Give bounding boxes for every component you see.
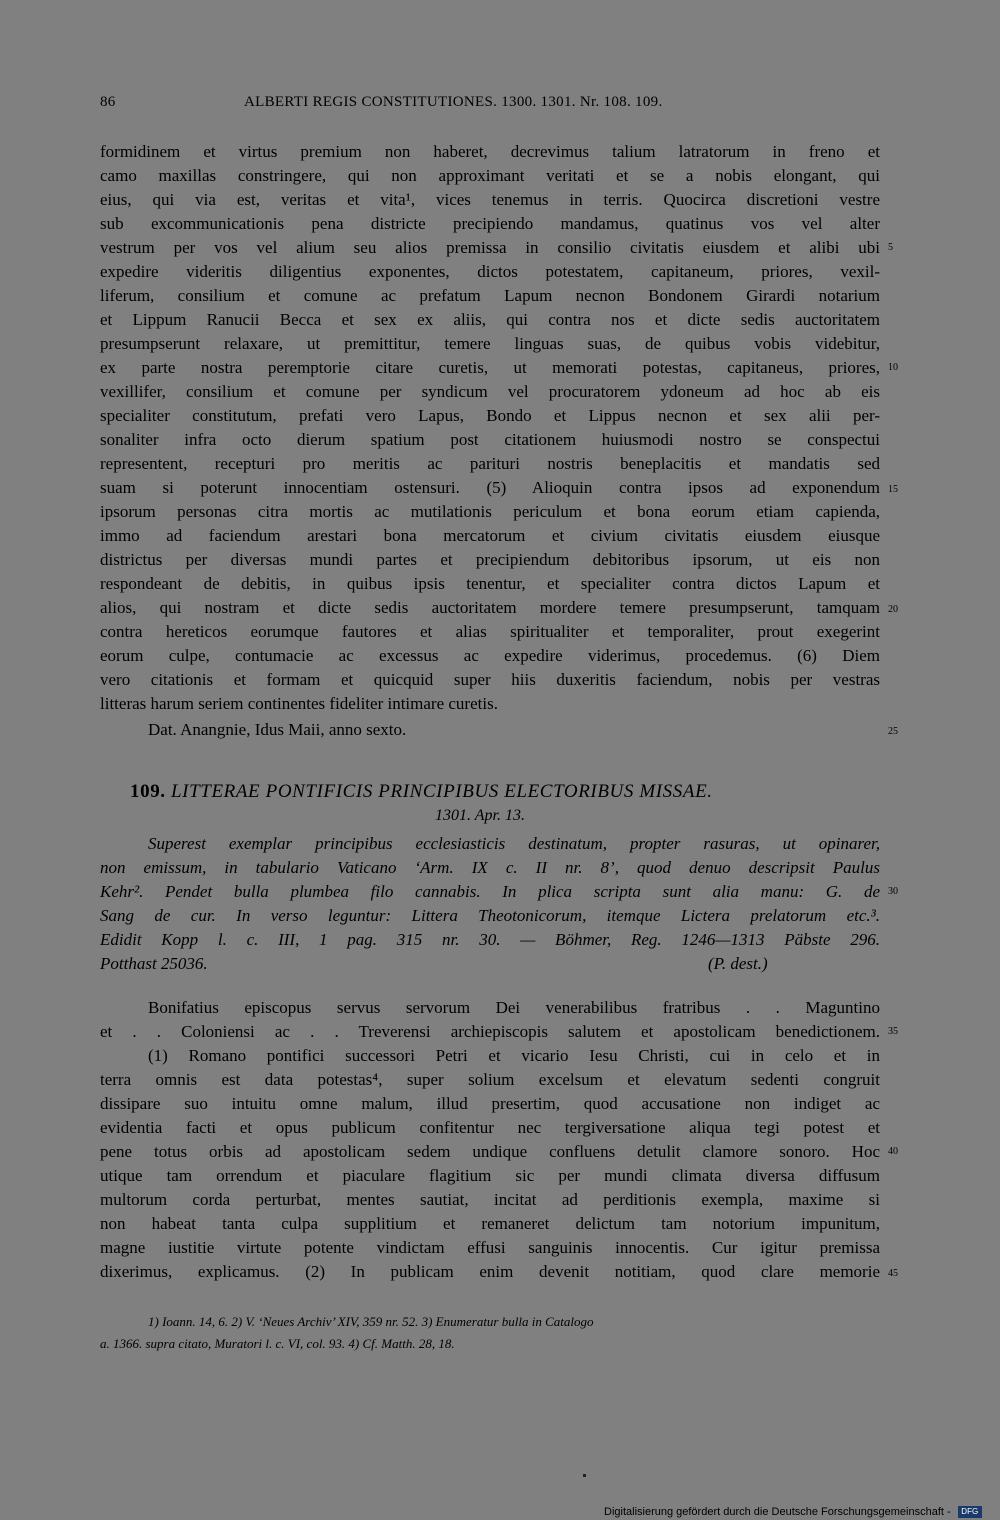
text-line: vestrum per vos vel alium seu alios premissa in consilio civitatis eiusdem et alibi ubi (100, 238, 880, 257)
text-line: sub excommunicationis pena districte precipiendo mandamus, quatinus vos vel alter (100, 214, 880, 233)
text-line: formidinem et virtus premium non haberet, decrevimus talium latratorum in freno et (100, 142, 880, 161)
line-number: 40 (888, 1146, 898, 1157)
text-line: sonaliter infra octo dierum spatium post citationem huiusmodi nostro se conspectui (100, 430, 880, 449)
note-line: Potthast 25036. (100, 954, 208, 973)
line-number: 10 (888, 362, 898, 373)
text-line: respondeant de debitis, in quibus ipsis tenentur, et specialiter contra dictos Lapum et (100, 574, 880, 593)
digitization-credit (604, 1504, 990, 1520)
document-date: 1301. Apr. 13. (435, 807, 525, 824)
line-number: 15 (888, 484, 898, 495)
text-line: districtus per diversas mundi partes et precipiendum debitoribus ipsorum, ut eis non (100, 550, 880, 569)
text-line: camo maxillas constringere, qui non approximant veritati et se a nobis elongant, qui (100, 166, 880, 185)
line-number: 30 (888, 886, 898, 897)
text-line: multorum corda perturbat, mentes sautiat, incitat ad perditionis exempla, maxime si (100, 1190, 880, 1209)
credit-text: Digitalisierung gefördert durch die Deutsche Forschungsgemeinschaft - (604, 1506, 951, 1518)
dating-clause: Dat. Anangnie, Idus Maii, anno sexto. (148, 720, 407, 739)
footnote-line: a. 1366. supra citato, Muratori l. c. VI, col. 93. 4) Cf. Matth. 28, 18. (100, 1336, 455, 1351)
note-line: Kehr². Pendet bulla plumbea filo cannabis. In plica scripta sunt alia manu: G. de (100, 882, 880, 901)
footnote-line: 1) Ioann. 14, 6. 2) V. ‘Neues Archiv’ XIV, 359 nr. 52. 3) Enumeratur bulla in Catalogo (148, 1314, 594, 1329)
page-number: 86 (100, 94, 116, 110)
line-number: 5 (888, 242, 893, 253)
text-line: suam si poterunt innocentiam ostensuri. (5) Alioquin contra ipsos ad exponendum (100, 478, 880, 497)
text-line: liferum, consilium et comune ac prefatum Lapum necnon Bondonem Girardi notarium (100, 286, 880, 305)
scan-mark (583, 1474, 586, 1477)
text-line: magne iustitie virtute potente vindictam effusi sanguinis innocentis. Cur igitur premissa (100, 1238, 880, 1257)
text-line: presumpserunt relaxare, ut premittitur, temere linguas suas, de quibus vobis videbitur, (100, 334, 880, 353)
text-line: ipsorum personas citra mortis ac mutilationis periculum et bona eorum etiam capienda, (100, 502, 880, 521)
text-line: vero citationis et formam et quicquid super hiis duxeritis faciendum, nobis per vestras (100, 670, 880, 689)
text-line: dissipare suo intuitu omne malum, illud presertim, quod accusatione non indiget ac (100, 1094, 880, 1113)
text-line: evidentia facti et opus publicum confitentur nec tergiversatione aliqua tegi potest et (100, 1118, 880, 1137)
text-line: specialiter constitutum, prefati vero Lapus, Bondo et Lippus necnon et sex alii per- (100, 406, 880, 425)
dfg-logo-icon: DFG (958, 1506, 982, 1518)
text-line: eorum culpe, contumacie ac excessus ac expedire viderimus, procedemus. (6) Diem (100, 646, 880, 665)
document-heading (130, 780, 850, 804)
document-number: 109. (130, 781, 166, 802)
text-line: alios, qui nostram et dicte sedis auctoritatem mordere temere presumpserunt, tamquam (100, 598, 880, 617)
text-line: litteras harum seriem continentes fideliter intimare curetis. (100, 694, 498, 713)
text-line: et . . Coloniensi ac . . Treverensi archiepiscopis salutem et apostolicam benedictionem. (100, 1022, 880, 1041)
note-line: Sang de cur. In verso leguntur: Littera Theotonicorum, itemque Lictera prelatorum etc.³. (100, 906, 880, 925)
text-line: terra omnis est data potestas⁴, super solium excelsum et elevatum sedenti congruit (100, 1070, 880, 1089)
text-line: pene totus orbis ad apostolicam sedem undique confluens detulit clamore sonoro. Hoc (100, 1142, 880, 1161)
text-line: non habeat tanta culpa supplitium et remaneret delictum tam notorium impunitum, (100, 1214, 880, 1233)
text-line: dixerimus, explicamus. (2) In publicam enim devenit notitiam, quod clare memorie (100, 1262, 880, 1281)
line-number: 20 (888, 604, 898, 615)
page-header (100, 94, 880, 116)
text-line: utique tam orrendum et piaculare flagitium sic per mundi climata diversa diffusum (100, 1166, 880, 1185)
text-line: Bonifatius episcopus servus servorum Dei venerabilibus fratribus . . Maguntino (148, 998, 880, 1017)
line-number: 25 (888, 726, 898, 737)
note-line: Edidit Kopp l. c. III, 1 pag. 315 nr. 30. — Böhmer, Reg. 1246—1313 Päbste 296. (100, 930, 880, 949)
text-line: expedire videritis diligentius exponentes, dictos potestatem, capitaneum, priores, vexil- (100, 262, 880, 281)
running-title: ALBERTI REGIS CONSTITUTIONES. 1300. 1301. Nr. 108. 109. (244, 94, 663, 110)
text-line: eius, qui via est, veritas et vita¹, vices tenemus in terris. Quocirca discretioni vestre (100, 190, 880, 209)
editor-sign: (P. dest.) (708, 954, 768, 973)
line-number: 35 (888, 1026, 898, 1037)
note-line: Superest exemplar principibus ecclesiasticis destinatum, propter rasuras, ut opinarer, (148, 834, 880, 853)
text-line: ex parte nostra peremptorie citare curetis, ut memorati potestas, capitaneus, priores, (100, 358, 880, 377)
line-number: 45 (888, 1268, 898, 1279)
text-line: et Lippum Ranucii Becca et sex ex aliis, qui contra nos et dicte sedis auctoritatem (100, 310, 880, 329)
document-title: LITTERAE PONTIFICIS PRINCIPIBUS ELECTORIBUS MISSAE. (171, 781, 713, 802)
text-line: (1) Romano pontifici successori Petri et vicario Iesu Christi, cui in celo et in (148, 1046, 880, 1065)
note-line: non emissum, in tabulario Vaticano ‘Arm. IX c. II nr. 8’, quod denuo descripsit Paulus (100, 858, 880, 877)
text-line: contra hereticos eorumque fautores et alias spiritualiter et temporaliter, prout exegerint (100, 622, 880, 641)
text-line: representent, recepturi pro meritis ac parituri nostris beneplacitis et mandatis sed (100, 454, 880, 473)
text-line: vexillifer, consilium et comune per syndicum vel procuratorem ydoneum ad hoc ab eis (100, 382, 880, 401)
text-line: immo ad faciendum arestari bona mercatorum et civium civitatis eiusdem eiusque (100, 526, 880, 545)
